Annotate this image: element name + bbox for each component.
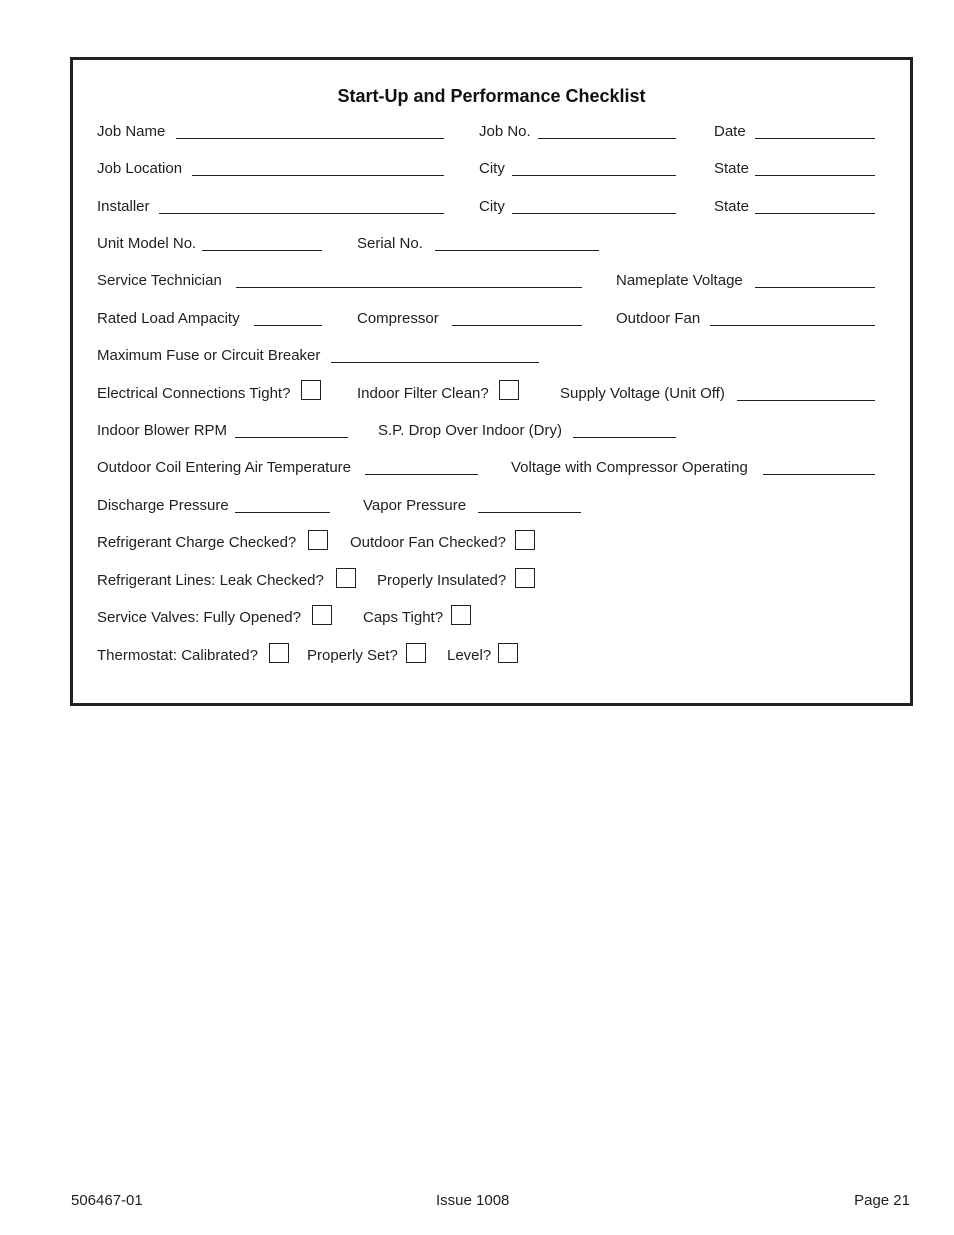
max-fuse-label: Maximum Fuse or Circuit Breaker: [97, 347, 321, 364]
rated-load-ampacity-label: Rated Load Ampacity: [97, 310, 240, 327]
level-label: Level?: [447, 647, 492, 664]
page-number: Page 21: [854, 1192, 910, 1209]
service-technician-label: Service Technician: [97, 272, 222, 289]
service-technician-field[interactable]: [236, 287, 582, 288]
unit-model-no-field[interactable]: [202, 250, 322, 251]
thermostat-calibrated-checkbox[interactable]: [269, 643, 289, 663]
city-field[interactable]: [512, 175, 676, 176]
caps-tight-checkbox[interactable]: [451, 605, 471, 625]
serial-no-field[interactable]: [435, 250, 599, 251]
state-label: State: [714, 160, 750, 177]
issue-number: Issue 1008: [436, 1192, 510, 1209]
date-label: Date: [714, 123, 746, 140]
compressor-label: Compressor: [357, 310, 439, 327]
voltage-compressor-label: Voltage with Compressor Operating: [511, 459, 748, 476]
job-location-label: Job Location: [97, 160, 183, 177]
job-no-label: Job No.: [479, 123, 531, 140]
job-location-field[interactable]: [192, 175, 444, 176]
properly-insulated-checkbox[interactable]: [515, 568, 535, 588]
sp-drop-field[interactable]: [573, 437, 676, 438]
electrical-connections-label: Electrical Connections Tight?: [97, 385, 291, 402]
installer-city-label: City: [479, 198, 505, 215]
properly-set-checkbox[interactable]: [406, 643, 426, 663]
indoor-filter-checkbox[interactable]: [499, 380, 519, 400]
installer-city-field[interactable]: [512, 213, 676, 214]
vapor-pressure-field[interactable]: [478, 512, 581, 513]
form-title: Start-Up and Performance Checklist: [337, 86, 646, 106]
rated-load-ampacity-field[interactable]: [254, 325, 322, 326]
caps-tight-label: Caps Tight?: [363, 609, 444, 626]
indoor-blower-rpm-label: Indoor Blower RPM: [97, 422, 228, 439]
properly-set-label: Properly Set?: [307, 647, 398, 664]
service-valves-checkbox[interactable]: [312, 605, 332, 625]
unit-model-no-label: Unit Model No.: [97, 235, 197, 252]
indoor-filter-label: Indoor Filter Clean?: [357, 385, 489, 402]
service-valves-label: Service Valves: Fully Opened?: [97, 609, 301, 626]
doc-number: 506467-01: [71, 1192, 143, 1209]
refrigerant-lines-label: Refrigerant Lines: Leak Checked?: [97, 572, 324, 589]
outdoor-fan-field[interactable]: [710, 325, 875, 326]
refrigerant-lines-checkbox[interactable]: [336, 568, 356, 588]
electrical-connections-checkbox[interactable]: [301, 380, 321, 400]
discharge-pressure-label: Discharge Pressure: [97, 497, 229, 514]
city-label: City: [479, 160, 505, 177]
installer-state-field[interactable]: [755, 213, 875, 214]
thermostat-calibrated-label: Thermostat: Calibrated?: [97, 647, 258, 664]
nameplate-voltage-label: Nameplate Voltage: [616, 272, 743, 289]
level-checkbox[interactable]: [498, 643, 518, 663]
checklist-frame: [70, 57, 913, 706]
date-field[interactable]: [755, 138, 875, 139]
installer-field[interactable]: [159, 213, 444, 214]
supply-voltage-label: Supply Voltage (Unit Off): [560, 385, 725, 402]
outdoor-fan-checked-checkbox[interactable]: [515, 530, 535, 550]
max-fuse-field[interactable]: [331, 362, 539, 363]
state-field[interactable]: [755, 175, 875, 176]
installer-label: Installer: [97, 198, 150, 215]
outdoor-coil-temp-field[interactable]: [365, 474, 478, 475]
supply-voltage-field[interactable]: [737, 400, 875, 401]
vapor-pressure-label: Vapor Pressure: [363, 497, 467, 514]
nameplate-voltage-field[interactable]: [755, 287, 875, 288]
voltage-compressor-field[interactable]: [763, 474, 875, 475]
outdoor-coil-temp-label: Outdoor Coil Entering Air Temperature: [97, 459, 352, 476]
outdoor-fan-label: Outdoor Fan: [616, 310, 701, 327]
job-name-field[interactable]: [176, 138, 444, 139]
properly-insulated-label: Properly Insulated?: [377, 572, 507, 589]
refrigerant-charge-checkbox[interactable]: [308, 530, 328, 550]
discharge-pressure-field[interactable]: [235, 512, 330, 513]
indoor-blower-rpm-field[interactable]: [235, 437, 348, 438]
sp-drop-label: S.P. Drop Over Indoor (Dry): [378, 422, 562, 439]
serial-no-label: Serial No.: [357, 235, 423, 252]
compressor-field[interactable]: [452, 325, 582, 326]
installer-state-label: State: [714, 198, 750, 215]
outdoor-fan-checked-label: Outdoor Fan Checked?: [350, 534, 506, 551]
refrigerant-charge-label: Refrigerant Charge Checked?: [97, 534, 297, 551]
job-no-field[interactable]: [538, 138, 676, 139]
job-name-label: Job Name: [97, 123, 166, 140]
